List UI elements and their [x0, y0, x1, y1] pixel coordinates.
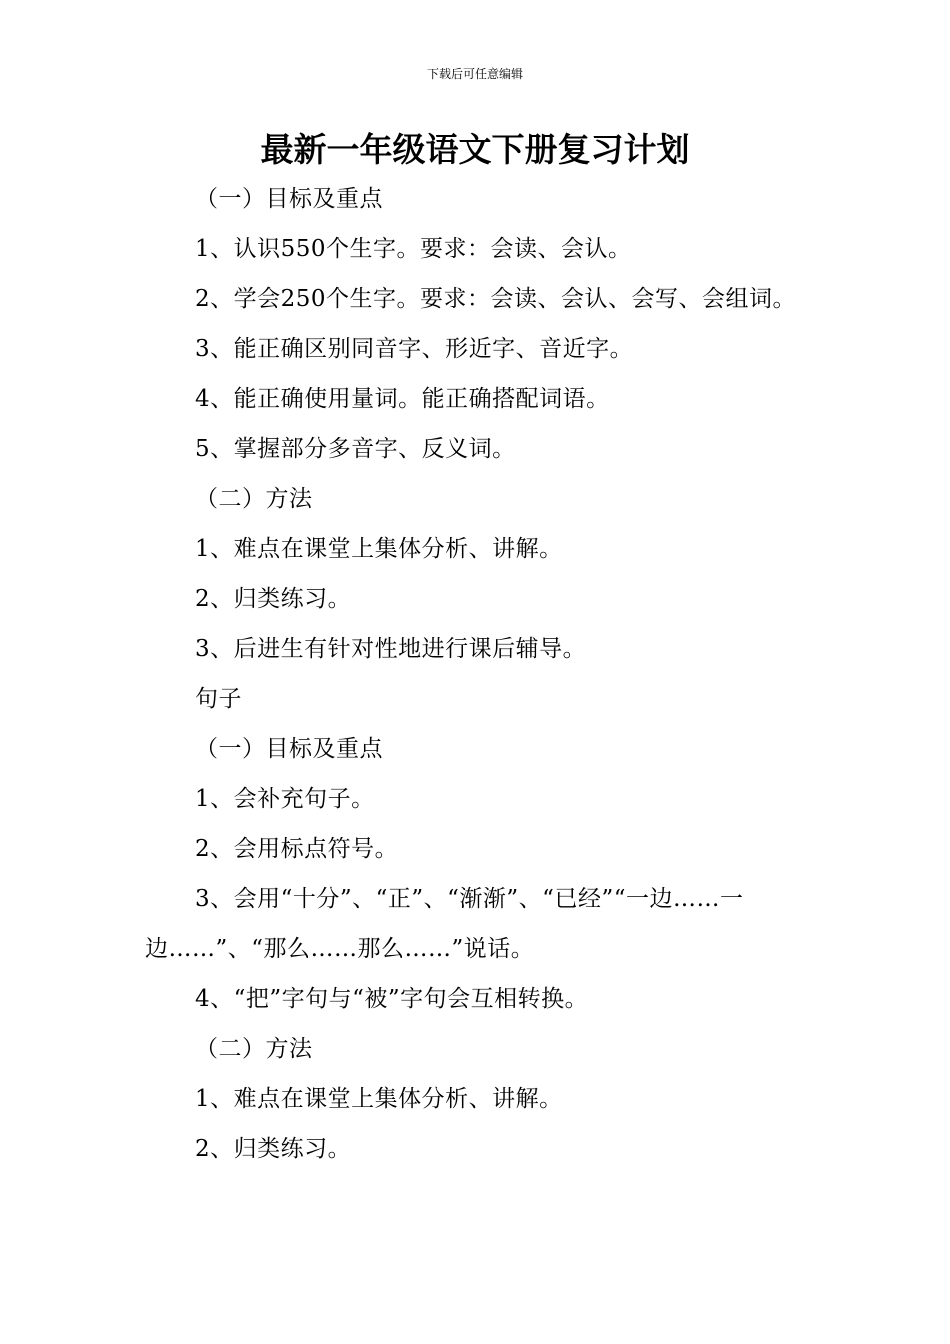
paragraph-item: 2、归类练习。 — [195, 586, 352, 612]
paragraph-item: 5、掌握部分多音字、反义词。 — [195, 436, 516, 462]
paragraph-item: 1、难点在课堂上集体分析、讲解。 — [195, 536, 563, 562]
paragraph-item: 1、难点在课堂上集体分析、讲解。 — [195, 1086, 563, 1112]
document-body — [145, 174, 810, 1174]
section-heading-goals: （一）目标及重点 — [195, 736, 383, 762]
paragraph-item: 2、学会250个生字。要求：会读、会认、会写、会组词。 — [195, 286, 797, 312]
paragraph-item: 4、“把”字句与“被”字句会互相转换。 — [195, 986, 589, 1012]
paragraph-item: 4、能正确使用量词。能正确搭配词语。 — [195, 386, 610, 412]
section-heading-methods: （二）方法 — [195, 1036, 313, 1062]
paragraph-item: 3、会用“十分”、“正”、“渐渐”、“已经”“一边……一边……”、“那么……那么……”说话。 — [145, 886, 744, 962]
paragraph-item: 1、会补充句子。 — [195, 786, 375, 812]
paragraph-item: 2、归类练习。 — [195, 1136, 352, 1162]
section-heading-sentences: 句子 — [195, 686, 242, 712]
section-heading-methods: （二）方法 — [195, 486, 313, 512]
paragraph-item: 2、会用标点符号。 — [195, 836, 399, 862]
section-heading-goals: （一）目标及重点 — [195, 186, 383, 212]
paragraph-item: 1、认识550个生字。要求：会读、会认。 — [195, 236, 632, 262]
document-title: 最新一年级语文下册复习计划 — [260, 130, 690, 169]
paragraph-item: 3、能正确区别同音字、形近字、音近字。 — [195, 336, 634, 362]
header-note: 下载后可任意编辑 — [426, 67, 523, 81]
paragraph-item: 3、后进生有针对性地进行课后辅导。 — [195, 636, 587, 662]
